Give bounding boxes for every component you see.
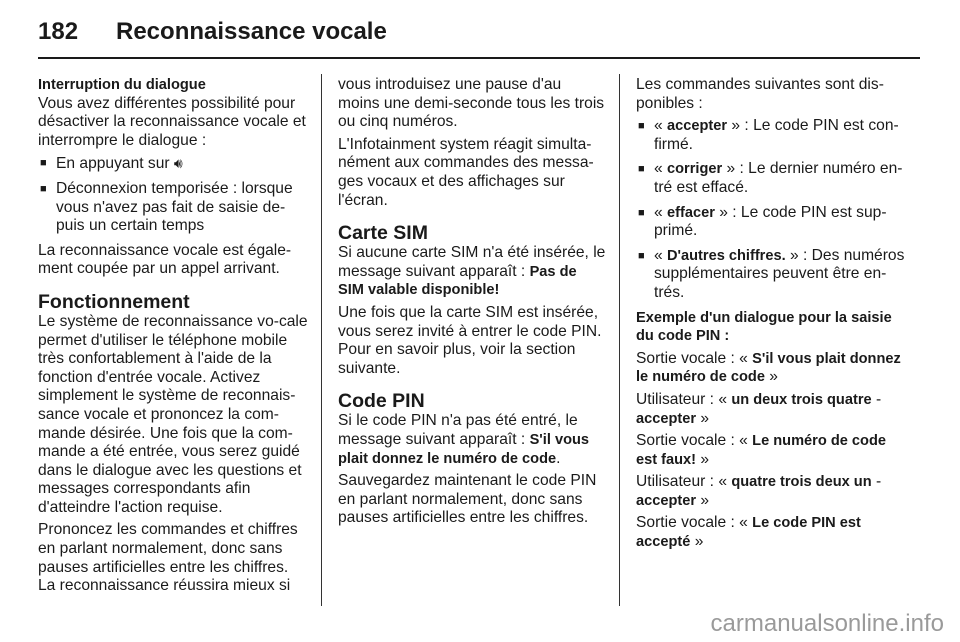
paragraph: Les commandes suivantes sont dis-ponibles : — [636, 76, 884, 112]
dialogue-line: Sortie vocale : « Le code PIN est accepté » — [636, 514, 861, 551]
dialogue-line: Sortie vocale : « Le numéro de code est faux! » — [636, 432, 886, 468]
paragraph: vous introduisez une pause d'au moins une demi-seconde tous les trois ou cinq numéros. — [338, 76, 605, 131]
list-item: ■ Déconnexion temporisée : lorsque vous n'avez pas fait de saisie de-puis un certain temps — [38, 180, 308, 236]
section-heading-interruption: Interruption du dialogue — [38, 77, 206, 93]
command-word: D'autres chiffres. — [667, 247, 786, 264]
dialogue-line: Utilisateur : « un deux trois quatre - accepter » — [636, 390, 882, 427]
paragraph: Si le code PIN n'a pas été entré, le message suivant apparaît : S'il vous plait donnez le numéro de code. — [338, 412, 590, 467]
section-heading-carte-sim: Carte SIM — [338, 222, 428, 245]
command-word: corriger — [667, 161, 723, 178]
paragraph: La reconnaissance vocale est égale-ment coupée par un appel arrivant. — [38, 241, 292, 278]
voice-command-icon: 🔊︎ — [173, 155, 183, 172]
sim-message: Pas de SIM valable disponible! — [338, 263, 577, 299]
command-word: effacer — [667, 204, 715, 221]
list-item: ■ « corriger » : Le dernier numéro en-tré est effacé. — [636, 160, 908, 197]
paragraph: Sauvegardez maintenant le code PIN en parlant normalement, donc sans pauses artificielles entre les chiffres. — [338, 472, 597, 527]
column-divider — [619, 74, 620, 606]
list-item: ■ « accepter » : Le code PIN est con-firmé. — [636, 117, 908, 154]
paragraph: Prononcez les commandes et chiffres en parlant normalement, donc sans pauses artificielles entre les chiffres. La reconnaissance réussira mieux si — [38, 521, 298, 595]
paragraph: L'Infotainment system réagit simulta-nément aux commandes des messa-ges vocaux et des affichages sur l'écran. — [338, 135, 594, 209]
column-3 — [636, 76, 908, 556]
paragraph: Une fois que la carte SIM est insérée, vous serez invité à entrer le code PIN. Pour en savoir plus, voir la section suivante. — [338, 303, 602, 377]
column-divider — [321, 74, 322, 606]
section-heading-code-pin: Code PIN — [338, 390, 425, 413]
list-item: ■ En appuyant sur 🔊︎ — [38, 154, 308, 174]
paragraph: Vous avez différentes possibilité pour désactiver la reconnaissance vocale et interrompre le dialogue : — [38, 94, 306, 149]
pin-message: S'il vous plait donnez le numéro de code — [338, 431, 590, 467]
bullet-list — [38, 154, 308, 235]
section-heading-example: Exemple d'un dialogue pour la saisie du code PIN : — [636, 309, 892, 345]
dialogue-line: Sortie vocale : « S'il vous plait donnez le numéro de code » — [636, 349, 901, 386]
command-list — [636, 117, 908, 302]
column-1 — [38, 76, 308, 600]
list-item: ■ « effacer » : Le code PIN est sup-primé. — [636, 204, 908, 241]
watermark: carmanualsonline.info — [710, 610, 944, 637]
paragraph: Si aucune carte SIM n'a été insérée, le message suivant apparaît : Pas de SIM valable disponible! — [338, 244, 606, 299]
page-title: Reconnaissance vocale — [116, 18, 387, 45]
paragraph: Le système de reconnaissance vo-cale permet d'utiliser le téléphone mobile très confortablement à l'aide de la fonction d'entrée vocale. Activez simplement le système de reconnais-sance vocale et prononcez la com-mande désirée. Une fois que la com-mande a été entrée, vous serez guidé dans le dialogue avec les questions et messages correspondants afin d'atteindre l'action requise. — [38, 312, 308, 516]
column-2 — [338, 76, 606, 532]
page-number: 182 — [38, 18, 79, 45]
dialogue-line: Utilisateur : « quatre trois deux un - accepter » — [636, 473, 882, 509]
section-heading-fonctionnement: Fonctionnement — [38, 290, 190, 313]
list-item: ■ « D'autres chiffres. » : Des numéros supplémentaires peuvent être en-trés. — [636, 247, 908, 303]
header-rule — [38, 57, 920, 59]
command-word: accepter — [667, 118, 728, 135]
